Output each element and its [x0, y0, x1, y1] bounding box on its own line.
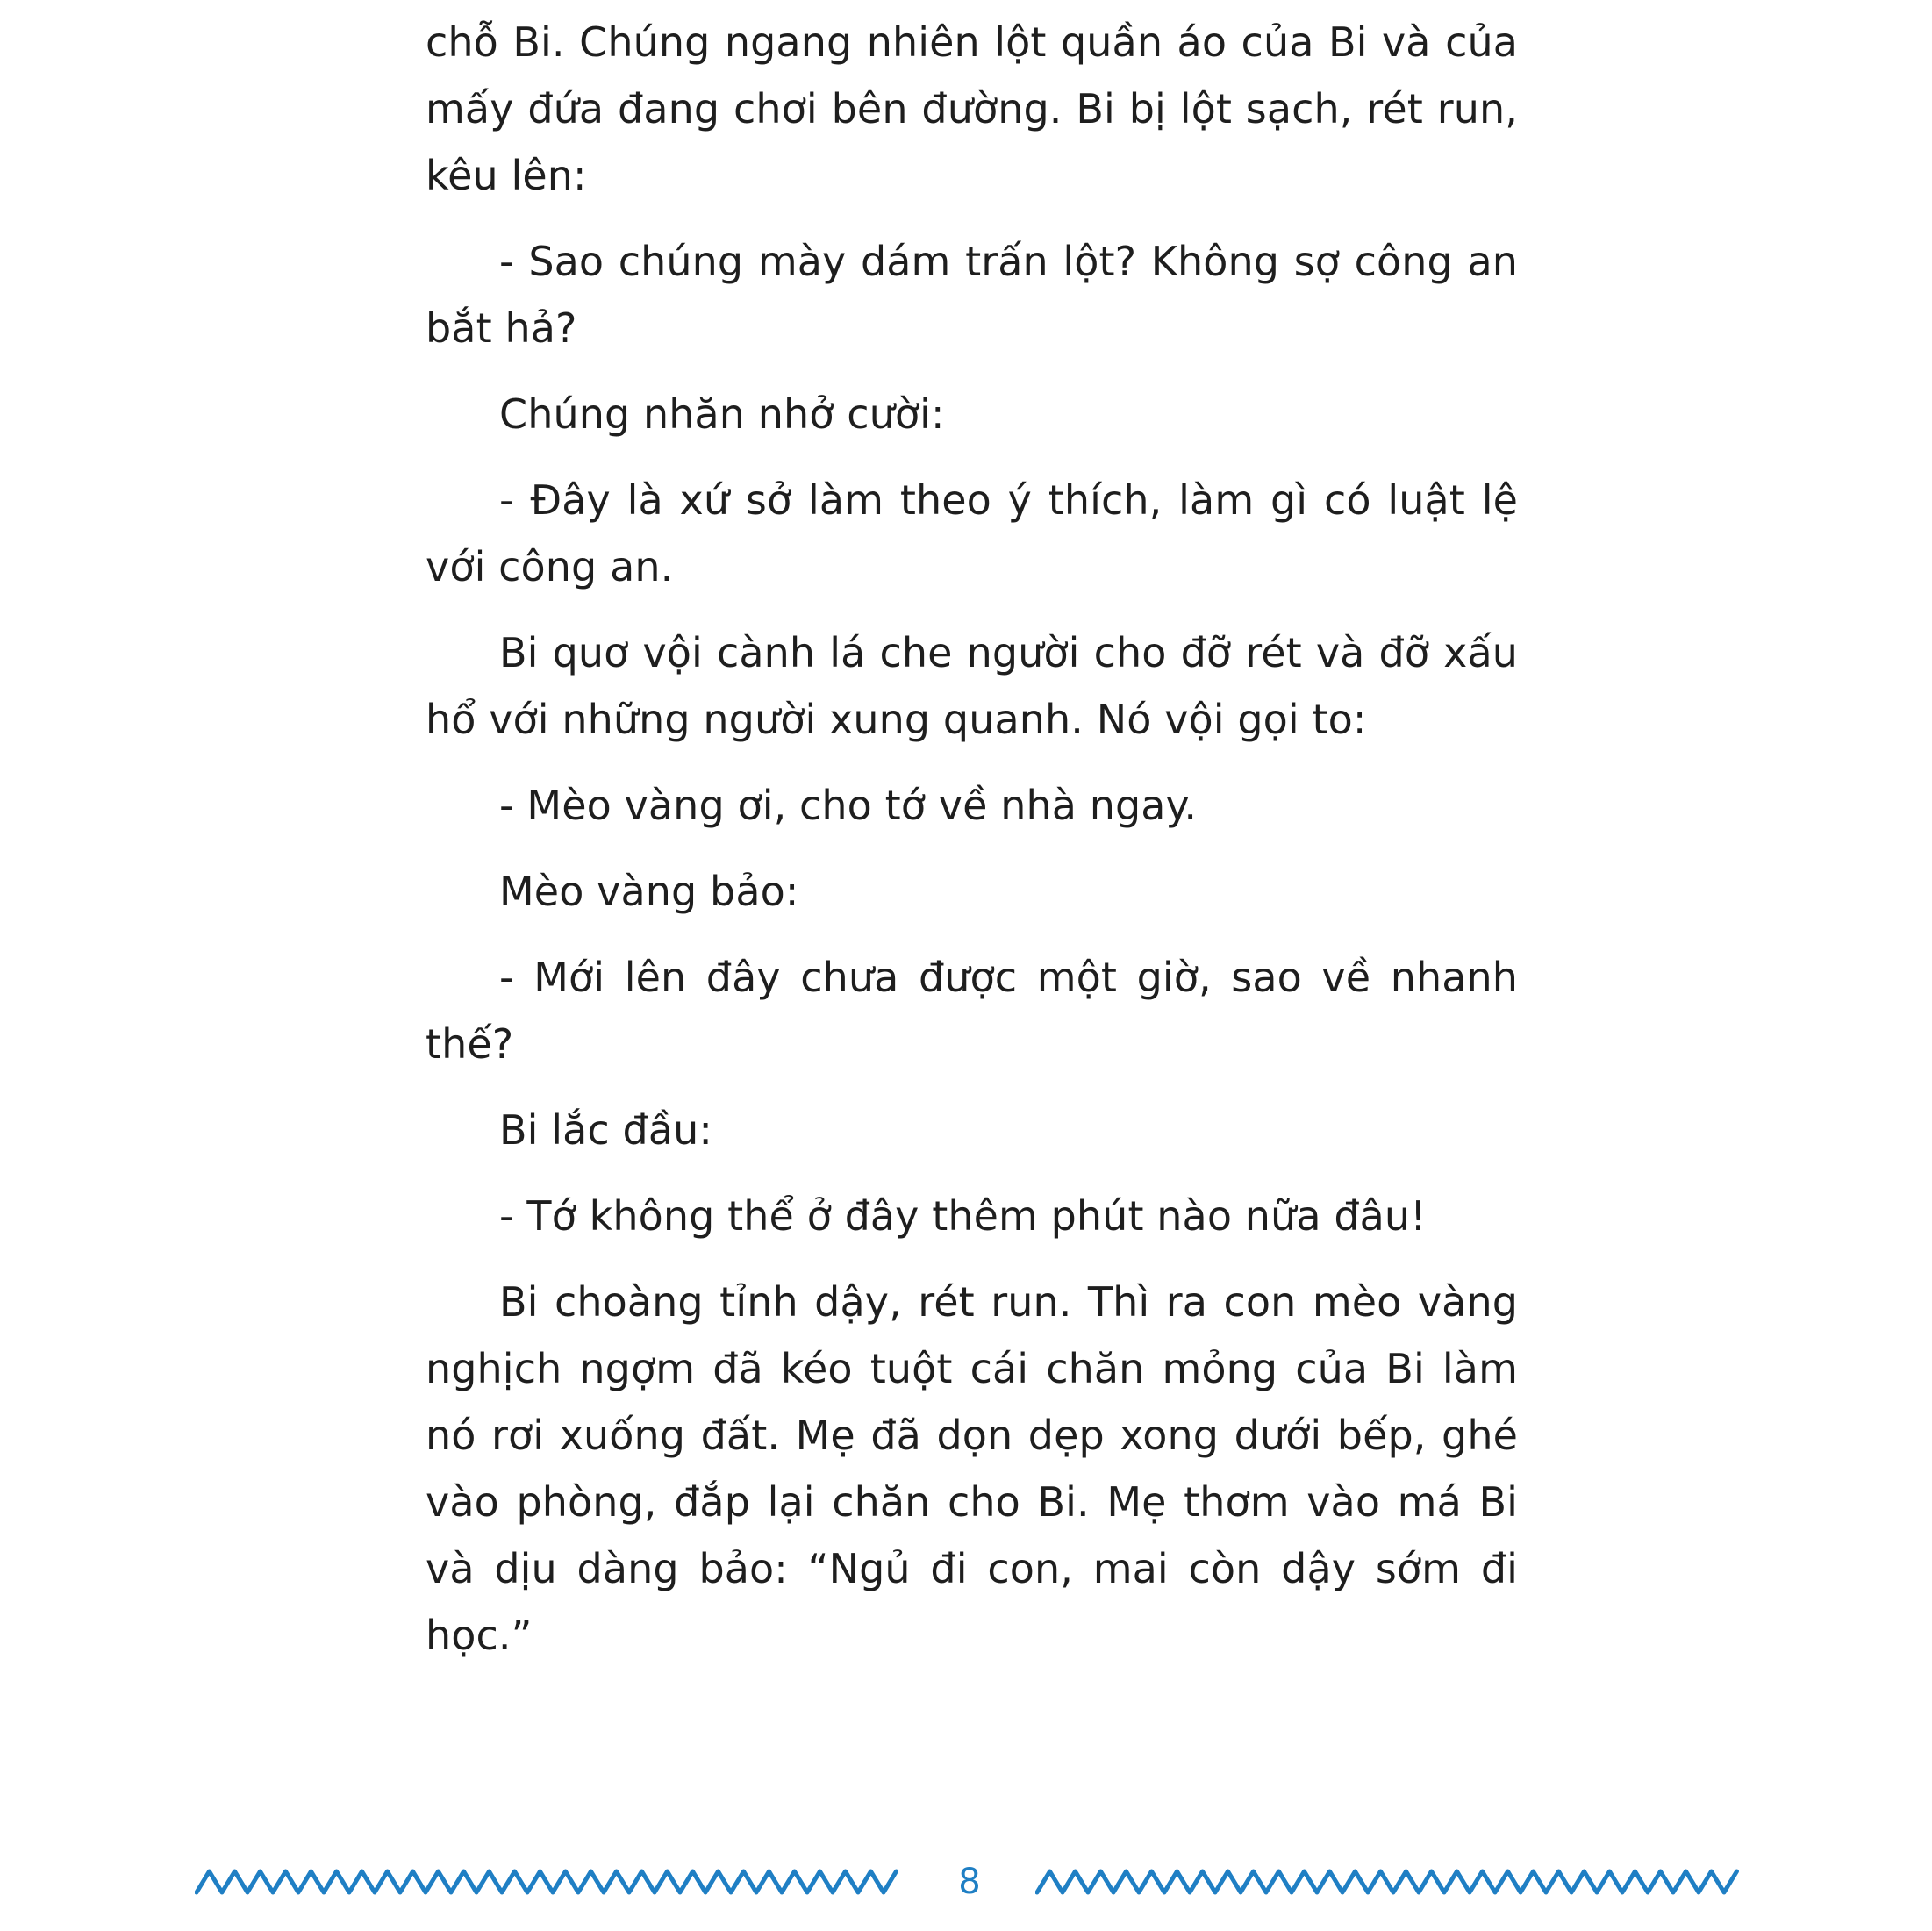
paragraph-5: Bi quơ vội cành lá che người cho đỡ rét và đỡ xấu hổ với những người xung quanh. Nó vội gọi to: [426, 629, 1518, 743]
paragraph-11: Bi choàng tỉnh dậy, rét run. Thì ra con mèo vàng nghịch ngợm đã kéo tuột cái chăn mỏng của Bi làm nó rơi xuống đất. Mẹ đã dọn dẹp xong dưới bếp, ghé vào phòng, đắp lại chăn cho Bi. Mẹ thơm vào má Bi và dịu dàng bảo: “Ngủ đi con, mai còn dậy sớm đi học.” [426, 1278, 1518, 1659]
paragraph-1: chỗ Bi. Chúng ngang nhiên lột quần áo của Bi và của mấy đứa đang chơi bên đường. Bi bị lột sạch, rét run, kêu lên: [426, 18, 1518, 199]
page-number: 8 [958, 1862, 981, 1902]
paragraph-8: - Mới lên đây chưa được một giờ, sao về nhanh thế? [426, 954, 1518, 1068]
wave-decoration-left [195, 1864, 910, 1899]
paragraph-10: - Tớ không thể ở đây thêm phút nào nữa đâu! [499, 1192, 1427, 1240]
paragraph-4: - Đây là xứ sở làm theo ý thích, làm gì có luật lệ với công an. [426, 476, 1518, 590]
paragraph-2: - Sao chúng mày dám trấn lột? Không sợ công an bắt hả? [426, 238, 1518, 352]
paragraph-3: Chúng nhăn nhở cười: [499, 390, 945, 438]
paragraph-7: Mèo vàng bảo: [499, 868, 799, 915]
story-text [426, 9, 1518, 1669]
paragraph-6: - Mèo vàng ơi, cho tớ về nhà ngay. [499, 782, 1198, 829]
wave-decoration-right [1035, 1864, 1750, 1899]
page-footer [0, 1847, 1932, 1917]
paragraph-9: Bi lắc đầu: [499, 1106, 712, 1154]
